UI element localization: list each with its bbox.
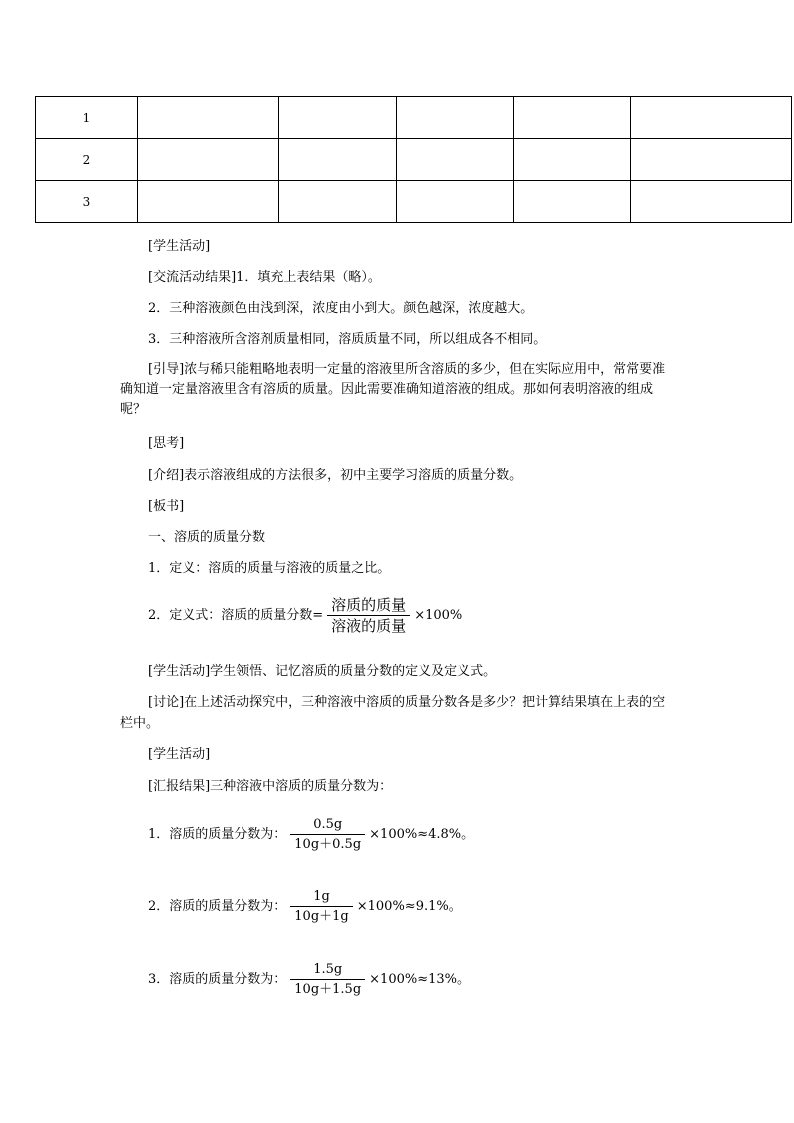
result-formula-2 bbox=[120, 888, 680, 925]
table-cell bbox=[631, 139, 792, 181]
paragraph-discussion: [讨论]在上述活动探究中，三种溶液中溶质的质量分数各是多少？把计算结果填在上表的空栏中。 bbox=[120, 695, 666, 731]
result-formula-1 bbox=[120, 816, 680, 853]
paragraph-guidance: [引导]浓与稀只能粗略地表明一定量的溶液里所含溶质的多少，但在实际应用中，常常要准确知道一定量溶液里含有溶质的质量。因此需要准确知道溶液的组成。那如何表明溶液的组成呢？ bbox=[120, 362, 666, 417]
formula-suffix: ×100% bbox=[414, 608, 463, 623]
paragraph-color-observation: 2．三种溶液颜色由浅到深，浓度由小到大。颜色越深，浓度越大。 bbox=[148, 301, 534, 316]
section-heading-mass-fraction: 一、溶质的质量分数 bbox=[148, 530, 266, 545]
row-number: 2 bbox=[36, 139, 138, 181]
paragraph-student-activity: [学生活动] bbox=[148, 239, 211, 254]
paragraph-student-understanding: [学生活动]学生领悟、记忆溶质的质量分数的定义及定义式。 bbox=[148, 664, 497, 679]
table-cell bbox=[631, 181, 792, 223]
table-cell bbox=[279, 97, 397, 139]
table-cell bbox=[397, 181, 514, 223]
result-prefix: 3．溶质的质量分数为： bbox=[148, 972, 287, 987]
paragraph-exchange-results: [交流活动结果]1．填充上表结果（略）。 bbox=[148, 270, 381, 285]
result-denominator: 10g＋0.5g bbox=[290, 834, 365, 853]
table-cell bbox=[279, 181, 397, 223]
result-formula-3 bbox=[120, 961, 680, 998]
table-cell bbox=[397, 139, 514, 181]
paragraph-composition-observation: 3．三种溶液所含溶剂质量相同，溶质质量不同，所以组成各不相同。 bbox=[148, 332, 547, 347]
result-fraction bbox=[290, 961, 365, 998]
table-cell bbox=[397, 97, 514, 139]
result-numerator: 1g bbox=[313, 889, 330, 904]
table-cell bbox=[138, 181, 279, 223]
formula-denominator: 溶液的质量 bbox=[327, 615, 410, 635]
formula-fraction bbox=[327, 596, 410, 635]
table-row bbox=[36, 97, 792, 139]
table-row bbox=[36, 181, 792, 223]
result-prefix: 2．溶质的质量分数为： bbox=[148, 899, 287, 914]
table-cell bbox=[279, 139, 397, 181]
paragraph-introduction: [介绍]表示溶液组成的方法很多，初中主要学习溶质的质量分数。 bbox=[148, 468, 523, 483]
result-denominator: 10g＋1g bbox=[290, 906, 352, 925]
paragraph-report-results: [汇报结果]三种溶液中溶质的质量分数为： bbox=[148, 779, 393, 794]
result-prefix: 1．溶质的质量分数为： bbox=[148, 827, 287, 842]
result-fraction bbox=[290, 816, 365, 853]
row-number: 3 bbox=[36, 181, 138, 223]
result-numerator: 1.5g bbox=[313, 962, 343, 977]
result-fraction bbox=[290, 888, 352, 925]
table-cell bbox=[514, 97, 631, 139]
result-suffix: ×100%≈13%。 bbox=[369, 972, 471, 987]
result-suffix: ×100%≈9.1%。 bbox=[356, 899, 462, 914]
result-denominator: 10g＋1.5g bbox=[290, 979, 365, 998]
table-cell bbox=[631, 97, 792, 139]
table-cell bbox=[138, 139, 279, 181]
table-row bbox=[36, 139, 792, 181]
row-number: 1 bbox=[36, 97, 138, 139]
result-numerator: 0.5g bbox=[313, 817, 343, 832]
table-cell bbox=[138, 97, 279, 139]
table-cell bbox=[514, 139, 631, 181]
paragraph-think: [思考] bbox=[148, 436, 185, 451]
formula-numerator: 溶质的质量 bbox=[331, 596, 407, 614]
paragraph-student-activity-2: [学生活动] bbox=[148, 747, 211, 762]
result-suffix: ×100%≈4.8%。 bbox=[369, 827, 475, 842]
definition-formula bbox=[120, 596, 680, 635]
table-cell bbox=[514, 181, 631, 223]
formula-prefix: 2．定义式：溶质的质量分数= bbox=[148, 608, 324, 623]
paragraph-board-writing: [板书] bbox=[148, 499, 185, 514]
experiment-table bbox=[35, 96, 792, 223]
paragraph-definition: 1．定义：溶质的质量与溶液的质量之比。 bbox=[148, 561, 391, 576]
